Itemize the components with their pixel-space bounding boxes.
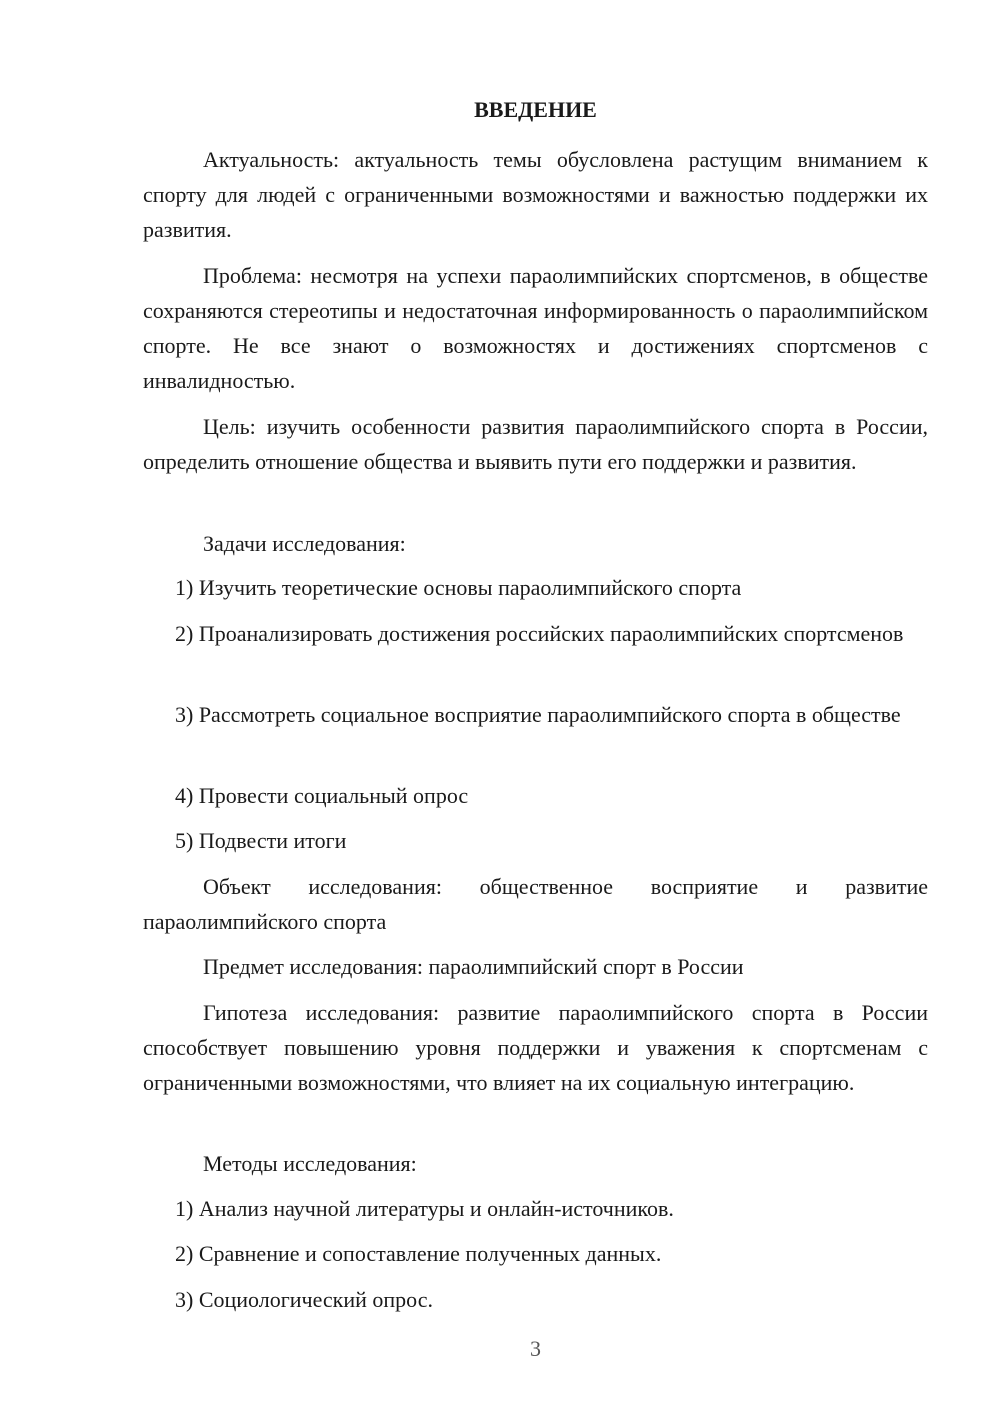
- object-paragraph: Объект исследования: общественное восприятие и развитие параолимпийского спорта: [143, 874, 928, 934]
- task-item-1: 1) Изучить теоретические основы параолимпийского спорта: [175, 575, 742, 600]
- tasks-title: Задачи исследования:: [203, 531, 406, 556]
- section-heading: ВВЕДЕНИЕ: [474, 97, 597, 122]
- subject-paragraph: Предмет исследования: параолимпийский спорт в России: [203, 954, 744, 979]
- task-item-4: 4) Провести социальный опрос: [175, 783, 469, 808]
- problem-paragraph: Проблема: несмотря на успехи параолимпийских спортсменов, в обществе сохраняются стереотипы и недостаточная информированность о параолимпийском спорте. Не все знают о возможностях и достижениях спортсменов с инвалидностью.: [143, 263, 928, 393]
- hypothesis-paragraph: Гипотеза исследования: развитие параолимпийского спорта в России способствует повышению уровня поддержки и уважения к спортсменам с ограниченными возможностями, что влияет на их социальную интеграцию.: [143, 1000, 928, 1095]
- task-item-3: 3) Рассмотреть социальное восприятие параолимпийского спорта в обществе: [175, 702, 901, 727]
- method-item-1: 1) Анализ научной литературы и онлайн-источников.: [175, 1196, 674, 1221]
- task-item-5: 5) Подвести итоги: [175, 828, 347, 853]
- method-item-2: 2) Сравнение и сопоставление полученных данных.: [175, 1241, 662, 1266]
- page-number: 3: [530, 1336, 541, 1361]
- goal-paragraph: Цель: изучить особенности развития параолимпийского спорта в России, определить отношение общества и выявить пути его поддержки и развития.: [143, 414, 928, 474]
- methods-title: Методы исследования:: [203, 1151, 417, 1176]
- task-item-2: 2) Проанализировать достижения российских параолимпийских спортсменов: [175, 621, 904, 646]
- method-item-3: 3) Социологический опрос.: [175, 1287, 433, 1312]
- relevance-paragraph: Актуальность: актуальность темы обусловлена растущим вниманием к спорту для людей с ограниченными возможностями и важностью поддержки их развития.: [143, 147, 928, 242]
